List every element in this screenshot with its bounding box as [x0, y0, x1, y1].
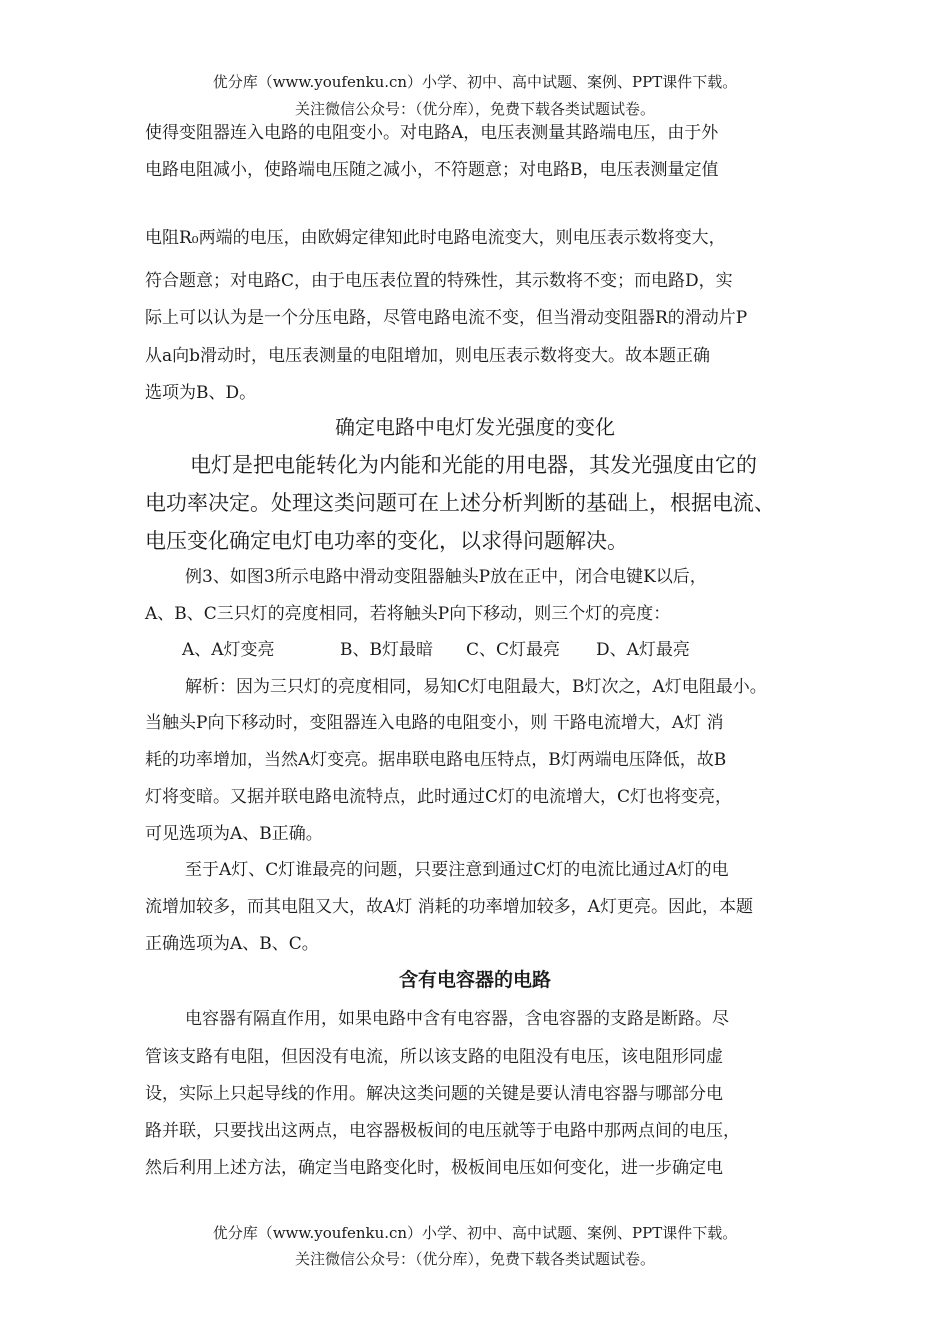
analysis-line: 灯将变暗。又据并联电路电流特点，此时通过C灯的电流增大，C灯也将变亮，	[145, 787, 733, 807]
paragraph-line: 从a向b滑动时，电压表测量的电阻增加，则电压表示数将变大。故本题正确	[145, 346, 711, 366]
page-footer-line-2: 关注微信公众号：（优分库），免费下载各类试题试卷。	[294, 1250, 655, 1268]
paragraph-line: 电容器有隔直作用，如果电路中含有电容器，含电容器的支路是断路。尽	[185, 1009, 729, 1029]
discussion-line: 正确选项为A、B、C。	[145, 934, 319, 954]
paragraph-line: 符合题意；对电路C，由于电压表位置的特殊性，其示数将不变；而电路D，实	[145, 271, 733, 291]
discussion-line: 流增加较多，而其电阻又大，故A灯 消耗的功率增加较多，A灯更亮。因此，本题	[145, 897, 753, 917]
paragraph-line: 然后利用上述方法，确定当电路变化时，极板间电压如何变化，进一步确定电	[145, 1158, 723, 1178]
paragraph-line: 选项为B、D。	[145, 383, 257, 403]
analysis-line: 耗的功率增加，当然A灯变亮。据串联电路电压特点，B灯两端电压降低，故B	[145, 750, 727, 770]
paragraph-line: 设，实际上只起导线的作用。解决这类问题的关键是要认清电容器与哪部分电	[145, 1084, 723, 1104]
paragraph-line: 电阻R₀两端的电压，由欧姆定律知此时电路电流变大，则电压表示数将变大，	[145, 228, 726, 248]
option-d: D、A灯最亮	[596, 640, 690, 660]
section-title-capacitor-circuit: 含有电容器的电路	[398, 969, 551, 991]
intro-line: 电功率决定。处理这类问题可在上述分析判断的基础上，根据电流、	[145, 491, 775, 515]
discussion-line: 至于A灯、C灯谁最亮的问题，只要注意到通过C灯的电流比通过A灯的电	[185, 860, 729, 880]
example-line: A、B、C三只灯的亮度相同，若将触头P向下移动，则三个灯的亮度：	[145, 604, 671, 624]
paragraph-line: 际上可以认为是一个分压电路，尽管电路电流不变，但当滑动变阻器R的滑动片P	[145, 308, 748, 328]
paragraph-line: 路并联，只要找出这两点，电容器极板间的电压就等于电路中那两点间的电压，	[145, 1121, 740, 1141]
option-b: B、B灯最暗	[340, 640, 433, 660]
example-line: 例3、如图3所示电路中滑动变阻器触头P放在正中，闭合电键K以后，	[185, 567, 707, 587]
paragraph-line: 电路电阻减小，使路端电压随之减小，不符题意；对电路B，电压表测量定值	[145, 160, 719, 180]
page-header-line-2: 关注微信公众号：（优分库），免费下载各类试题试卷。	[294, 100, 655, 118]
option-a: A、A灯变亮	[182, 640, 275, 660]
page-header-line-1: 优分库（www.youfenku.cn）小学、初中、高中试题、案例、PPT课件下载。	[212, 73, 738, 91]
analysis-line: 解析：因为三只灯的亮度相同，易知C灯电阻最大，B灯次之，A灯电阻最小。	[185, 677, 767, 697]
page-footer-line-1: 优分库（www.youfenku.cn）小学、初中、高中试题、案例、PPT课件下载。	[212, 1224, 738, 1242]
paragraph-line: 使得变阻器连入电路的电阻变小。对电路A，电压表测量其路端电压，由于外	[145, 123, 719, 143]
intro-line: 电压变化确定电灯电功率的变化，以求得问题解决。	[145, 529, 628, 553]
intro-line: 电灯是把电能转化为内能和光能的用电器，其发光强度由它的	[190, 453, 757, 477]
option-c: C、C灯最亮	[466, 640, 561, 660]
analysis-line: 当触头P向下移动时，变阻器连入电路的电阻变小，则 干路电流增大，A灯 消	[145, 713, 724, 733]
analysis-line: 可见选项为A、B正确。	[145, 824, 323, 844]
section-title-lamp-brightness: 确定电路中电灯发光强度的变化	[335, 415, 615, 439]
paragraph-line: 管该支路有电阻，但因没有电流，所以该支路的电阻没有电压，该电阻形同虚	[145, 1047, 723, 1067]
